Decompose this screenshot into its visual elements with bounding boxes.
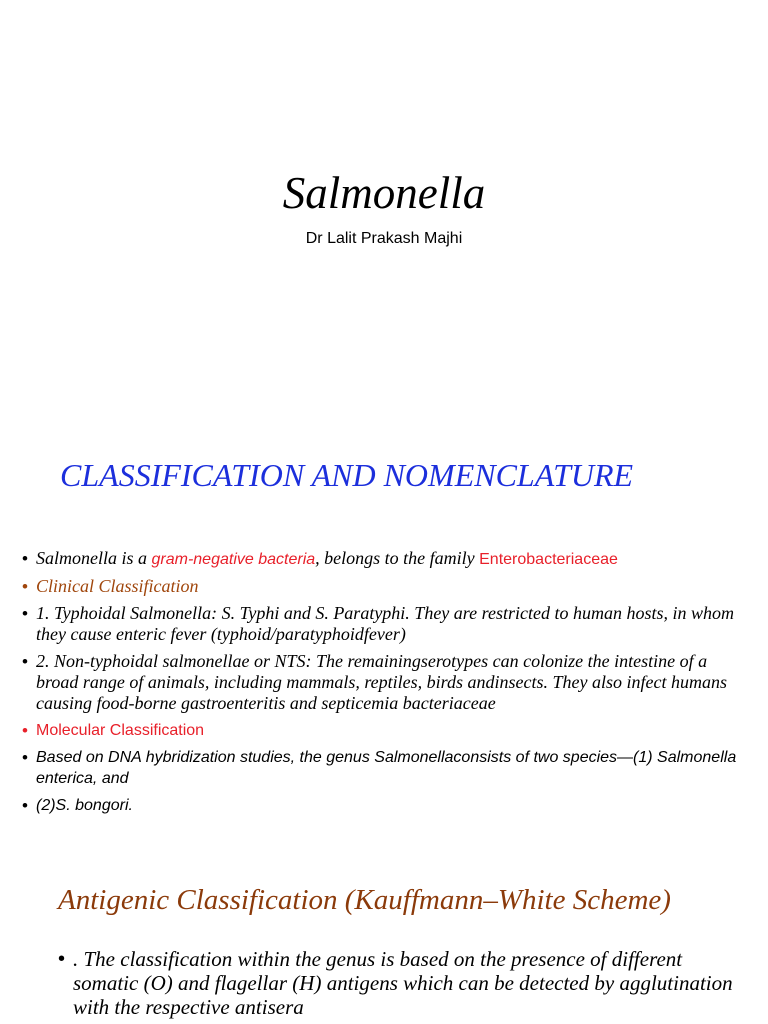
- antigenic-text: . The classification within the genus is based on the presence of different somatic (O) and flagellar (H) antigens which can be detected by agglutination with the respective antisera: [73, 947, 733, 1019]
- bullet-icon: •: [22, 549, 28, 568]
- item1-highlight-family: Enterobacteriaceae: [479, 551, 618, 568]
- typhoidal-text: 1. Typhoidal Salmonella: S. Typhi and S. Paratyphi. They are restricted to human hosts, in whom they cause enteric fever (typhoid/paratyphoidfever): [36, 603, 734, 644]
- list-item: [22, 795, 748, 816]
- bullet-icon: •: [22, 721, 28, 740]
- non-typhoidal-text: 2. Non-typhoidal salmonellae or NTS: The remainingserotypes can colonize the intestine of a broad range of animals, including mammals, reptiles, birds andinsects. They also infect humans causing food-borne gastroenteritis and septicemia bacteriaceae: [36, 651, 727, 713]
- item1-highlight-gram-negative: gram-negative bacteria: [151, 551, 316, 568]
- clinical-classification-label: Clinical Classification: [36, 576, 199, 596]
- bullet-icon: •: [22, 652, 28, 671]
- antigenic-bullet-list: [58, 947, 738, 1019]
- list-item: [58, 947, 738, 1019]
- list-item: [22, 747, 748, 789]
- list-item: [22, 603, 748, 645]
- list-item: [22, 720, 748, 741]
- molecular-classification-label: Molecular Classification: [36, 722, 205, 739]
- list-item: [22, 548, 748, 570]
- classification-heading: CLASSIFICATION AND NOMENCLATURE: [60, 457, 634, 493]
- bullet-icon: •: [22, 577, 28, 596]
- bullet-icon: •: [22, 604, 28, 623]
- item1-text-a: Salmonella is a: [36, 548, 152, 568]
- bullet-icon: •: [22, 748, 28, 767]
- bongori-text: (2)S. bongori.: [36, 797, 133, 814]
- item1-text-b: , belongs to the family: [315, 548, 480, 568]
- list-item: [22, 576, 748, 597]
- dna-hybridization-text: Based on DNA hybridization studies, the genus Salmonellaconsists of two species—(1) Salmonella enterica, and: [36, 749, 737, 787]
- slide-author: Dr Lalit Prakash Majhi: [305, 230, 463, 247]
- slide-title: Salmonella: [282, 168, 486, 218]
- list-item: [22, 651, 748, 714]
- bullet-icon: •: [22, 796, 28, 815]
- classification-bullet-list: [22, 548, 748, 822]
- antigenic-heading: Antigenic Classification (Kauffmann–White Scheme): [58, 884, 671, 916]
- bullet-icon: •: [58, 948, 66, 970]
